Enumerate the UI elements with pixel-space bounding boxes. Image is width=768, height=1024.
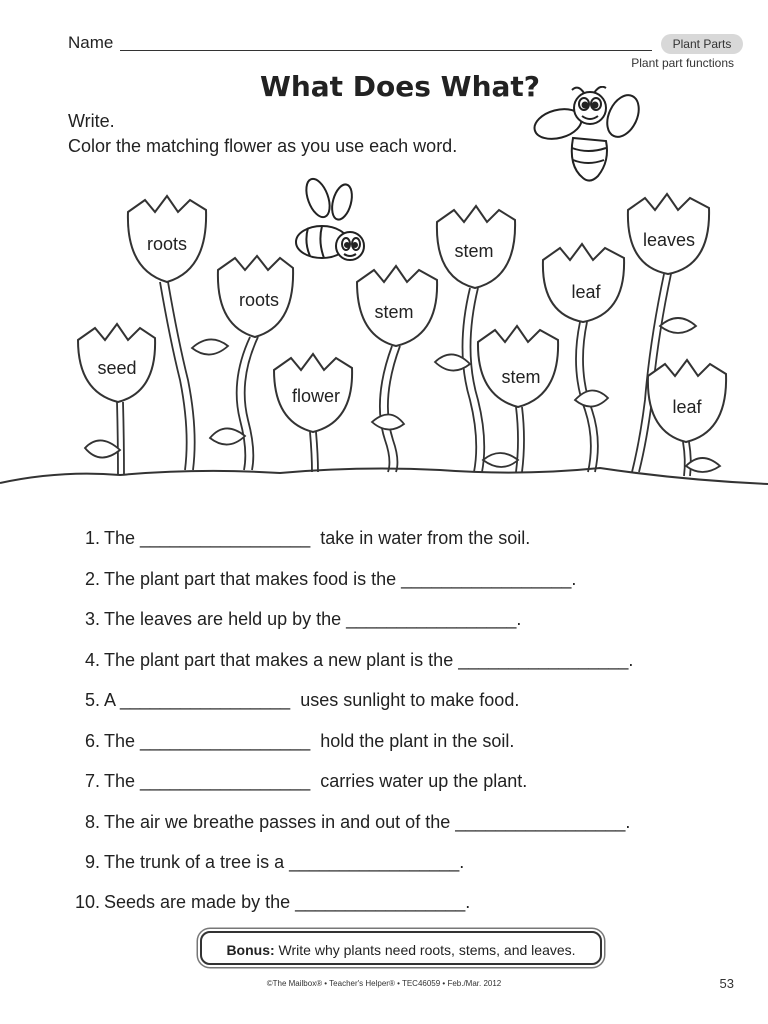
flower-garden [0, 170, 768, 500]
question-2[interactable] [0, 569, 576, 590]
stem-3 [117, 402, 118, 475]
page-number: 53 [719, 976, 734, 991]
question-number: 6. [84, 731, 100, 751]
question-text: The air we breathe passes in and out of the _________________. [104, 812, 631, 832]
question-number: 7. [84, 771, 100, 791]
question-text: Seeds are made by the _________________. [104, 892, 471, 912]
question-text: The trunk of a tree is a _________________. [104, 852, 465, 872]
question-3[interactable] [0, 609, 521, 630]
topic-badge: Plant Parts [661, 34, 743, 54]
question-number: 9. [84, 852, 100, 872]
flower-word-roots-1: roots [146, 234, 188, 254]
question-text: The _________________ hold the plant in the soil. [104, 731, 515, 751]
question-text: The _________________ take in water from the soil. [104, 528, 531, 548]
question-7[interactable] [0, 771, 527, 792]
question-text: The plant part that makes food is the _________________. [104, 569, 577, 589]
question-1[interactable] [0, 528, 530, 549]
question-9[interactable] [0, 852, 464, 873]
question-number: 10. [74, 892, 100, 912]
flower-word-leaves: leaves [642, 230, 696, 250]
page-title: What Does What? [259, 70, 541, 103]
question-text: The _________________ carries water up the plant. [104, 771, 528, 791]
question-text: A _________________ uses sunlight to make food. [104, 690, 520, 710]
instruction-color: Color the matching flower as you use each word. [68, 136, 458, 156]
flower-word-stem-2: stem [454, 241, 494, 261]
name-line[interactable] [120, 50, 652, 51]
question-number: 4. [84, 650, 100, 670]
flower-word-seed: seed [97, 358, 137, 378]
question-number: 5. [84, 690, 100, 710]
question-number: 1. [84, 528, 100, 548]
stem-2 [237, 337, 250, 470]
stem-5 [380, 346, 392, 472]
flower-word-leaf-1: leaf [571, 282, 601, 302]
question-8[interactable] [0, 812, 630, 833]
bonus-label: Bonus: [226, 942, 275, 958]
question-text: The leaves are held up by the _________________. [104, 609, 522, 629]
question-10[interactable] [0, 892, 470, 913]
question-text: The plant part that makes a new plant is the _________________. [104, 650, 634, 670]
subtopic-label: Plant part functions [631, 56, 734, 70]
flower-word-stem-3: stem [501, 367, 541, 387]
question-6[interactable] [0, 731, 514, 752]
name-label: Name [68, 33, 114, 52]
flower-word-stem-1: stem [374, 302, 414, 322]
bonus-box [200, 931, 602, 965]
question-number: 3. [84, 609, 100, 629]
flower-word-roots-2: roots [238, 290, 280, 310]
bee-illustration-garden [296, 176, 364, 260]
stem-4 [310, 432, 312, 472]
stem-10 [683, 442, 685, 476]
flower-word-leaf-2: leaf [672, 397, 702, 417]
footer-credit: ©The Mailbox® • Teacher's Helper® • TEC46059 • Feb./Mar. 2012 [266, 979, 502, 988]
question-5[interactable] [0, 690, 519, 711]
ground-line [0, 468, 768, 484]
bonus-text: Write why plants need roots, stems, and leaves. [274, 942, 576, 958]
instruction-write: Write. [68, 111, 115, 131]
question-4[interactable] [0, 650, 633, 671]
flower-word-flower: flower [291, 386, 341, 406]
question-number: 8. [84, 812, 100, 832]
question-number: 2. [84, 569, 100, 589]
